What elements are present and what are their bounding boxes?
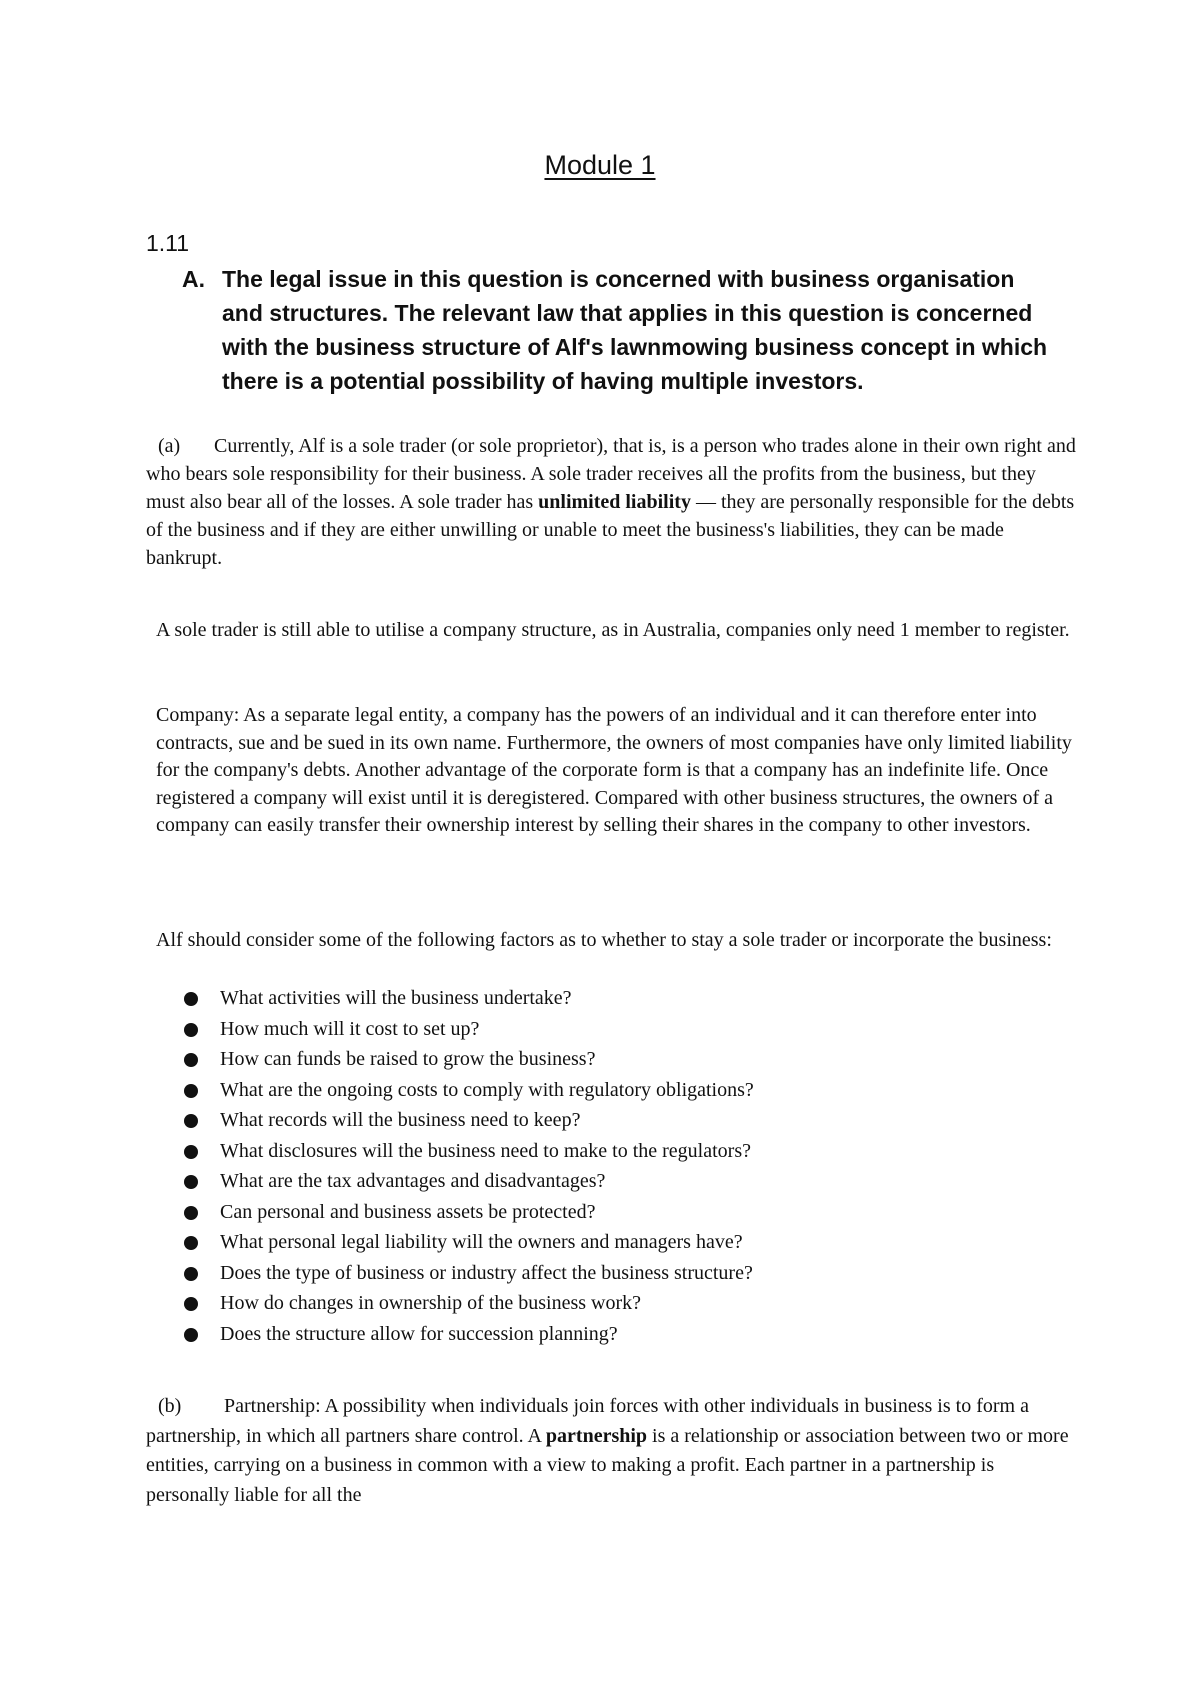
- factors-list: [182, 983, 1062, 1349]
- bullet-icon: [184, 1053, 198, 1067]
- part-b-text-2: is a relationship or association between two or more entities, carrying on a business in common with a view to making a profit. Each partner in a partnership is personally liable for all the: [146, 1424, 1069, 1506]
- bullet-icon: [184, 992, 198, 1006]
- bullet-icon: [184, 1206, 198, 1220]
- bullet-icon: [184, 1175, 198, 1189]
- bullet-icon: [184, 1328, 198, 1342]
- list-item: How much will it cost to set up?: [182, 1014, 1062, 1045]
- part-a-text-2: — they are personally responsible for the debts of the business and if they are either unwilling or unable to meet the business's liabilities, they can be made bankrupt.: [146, 491, 1075, 569]
- list-item: What are the tax advantages and disadvantages?: [182, 1166, 1062, 1197]
- bullet-icon: [184, 1267, 198, 1281]
- issue-letter: A.: [182, 266, 205, 292]
- list-item: Does the type of business or industry affect the business structure?: [182, 1258, 1062, 1289]
- list-item: What personal legal liability will the owners and managers have?: [182, 1227, 1062, 1258]
- part-a-paragraph: [146, 432, 1076, 572]
- factors-intro: Alf should consider some of the following factors as to whether to stay a sole trader or incorporate the business:: [156, 929, 1052, 951]
- list-item: What disclosures will the business need to make to the regulators?: [182, 1136, 1062, 1167]
- list-item: Can personal and business assets be protected?: [182, 1197, 1062, 1228]
- list-item: What records will the business need to keep?: [182, 1105, 1062, 1136]
- partnership-term: partnership: [545, 1424, 648, 1447]
- part-b-paragraph: [146, 1392, 1076, 1510]
- part-a-text-1: Currently, Alf is a sole trader (or sole proprietor), that is, is a person who trades alone in their own right and who bears sole responsibility for their business. A sole trader receives all the profits from the business, but they must also bear all of the losses. A sole trader has: [146, 435, 1076, 513]
- list-item: How can funds be raised to grow the business?: [182, 1044, 1062, 1075]
- list-item: What activities will the business undertake?: [182, 983, 1062, 1014]
- company-paragraph: Company: As a separate legal entity, a company has the powers of an individual and it can therefore enter into contracts, sue and be sued in its own name. Furthermore, the owners of most companies have only limited liability for the company's debts. Another advantage of the corporate form is that a company has an indefinite life. Once registered a company will exist until it is deregistered. Compared with other business structures, the owners of a company can easily transfer their ownership interest by selling their shares in the company to other investors.: [156, 704, 1072, 836]
- bullet-icon: [184, 1145, 198, 1159]
- unlimited-liability-term: unlimited liability: [538, 491, 691, 513]
- bullet-icon: [184, 1084, 198, 1098]
- list-item: How do changes in ownership of the business work?: [182, 1288, 1062, 1319]
- page-title: Module 1: [544, 150, 656, 180]
- legal-issue-item: [182, 262, 1052, 398]
- bullet-icon: [184, 1297, 198, 1311]
- part-b-marker: (b): [158, 1395, 182, 1417]
- bullet-icon: [184, 1114, 198, 1128]
- bullet-icon: [184, 1236, 198, 1250]
- part-b-text-1: Partnership: A possibility when individuals join forces with other individuals in business is to form a partnership, in which all partners share control. A: [146, 1395, 1029, 1447]
- question-number: 1.11: [146, 230, 190, 256]
- part-a-marker: (a): [158, 435, 181, 457]
- list-item: Does the structure allow for succession planning?: [182, 1319, 1062, 1350]
- sole-trader-note: A sole trader is still able to utilise a company structure, as in Australia, companies only need 1 member to register.: [156, 619, 1070, 641]
- issue-text: The legal issue in this question is concerned with business organisation and structures. The relevant law that applies in this question is concerned with the business structure of Alf's lawnmowing business concept in which there is a potential possibility of having multiple investors.: [222, 266, 1048, 394]
- bullet-icon: [184, 1023, 198, 1037]
- list-item: What are the ongoing costs to comply with regulatory obligations?: [182, 1075, 1062, 1106]
